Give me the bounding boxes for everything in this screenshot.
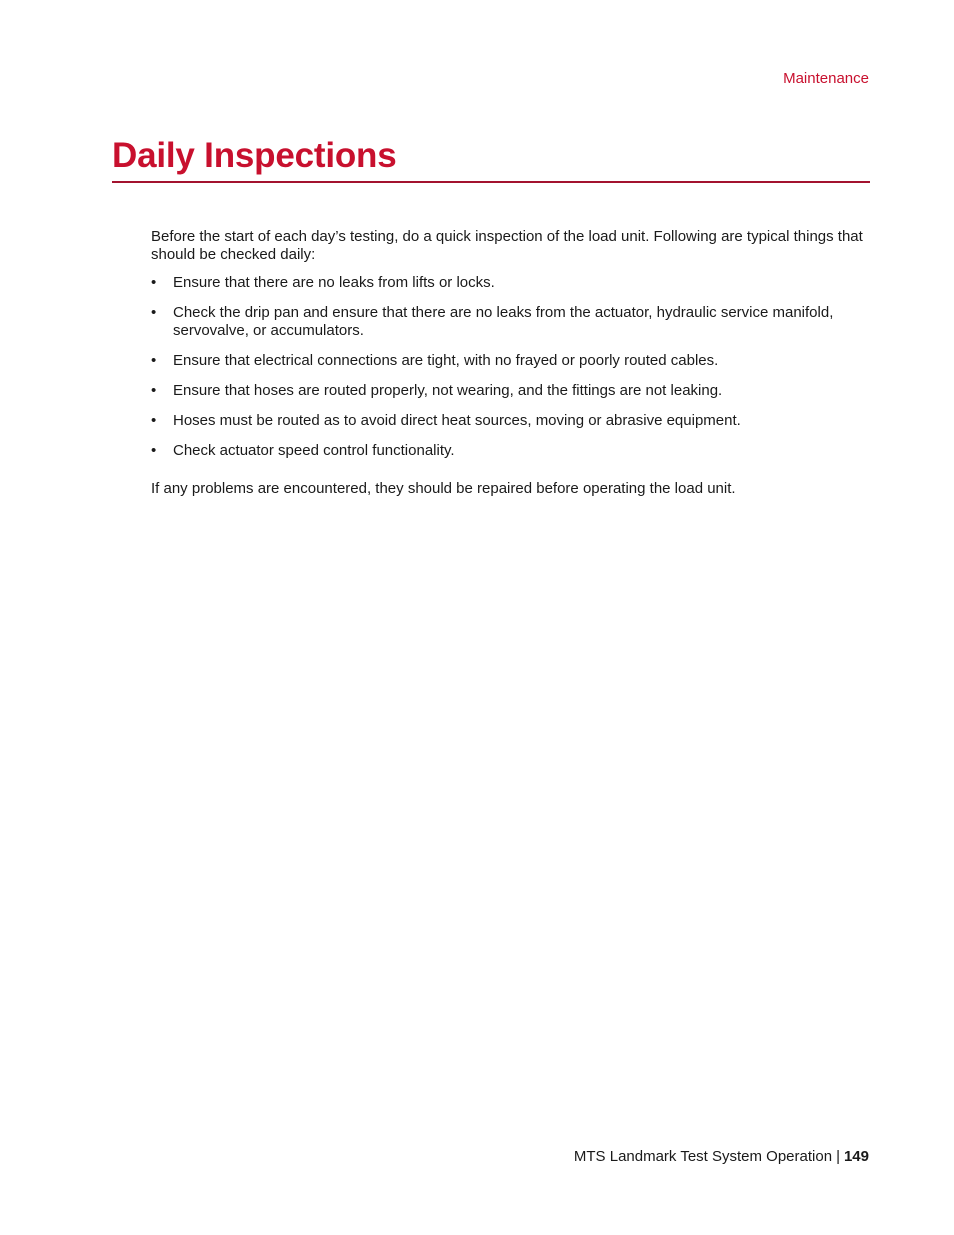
intro-paragraph: Before the start of each day’s testing, do a quick inspection of the load unit. Following are typical things that should be checked daily: — [151, 228, 863, 263]
footer-separator: | — [836, 1148, 840, 1165]
list-item-text: Check the drip pan and ensure that there are no leaks from the actuator, hydraulic service manifold, servovalve, or accumulators. — [173, 304, 834, 339]
body-content — [151, 228, 867, 498]
list-item — [151, 382, 867, 400]
list-item — [151, 352, 867, 370]
page-number: 149 — [843, 1148, 869, 1165]
page-footer — [574, 1148, 869, 1165]
footer-doc-title: MTS Landmark Test System Operation — [573, 1148, 833, 1165]
page-title: Daily Inspections — [112, 136, 397, 175]
list-item — [151, 274, 867, 292]
list-item-text: Check actuator speed control functionality. — [173, 442, 455, 459]
list-item — [151, 304, 867, 340]
title-rule — [112, 181, 870, 183]
list-item — [151, 412, 867, 430]
list-item-text: Ensure that there are no leaks from lifts or locks. — [173, 274, 495, 291]
bullet-icon: • — [151, 382, 157, 399]
list-item-text: Ensure that hoses are routed properly, not wearing, and the fittings are not leaking. — [173, 382, 723, 399]
outro-paragraph: If any problems are encountered, they should be repaired before operating the load unit. — [151, 480, 736, 497]
inspection-list — [151, 274, 867, 460]
bullet-icon: • — [151, 274, 157, 291]
bullet-icon: • — [151, 412, 157, 429]
bullet-icon: • — [151, 442, 157, 459]
list-item-text: Hoses must be routed as to avoid direct heat sources, moving or abrasive equipment. — [173, 412, 741, 429]
list-item — [151, 442, 867, 460]
bullet-icon: • — [151, 304, 157, 321]
running-header-section: Maintenance — [783, 70, 869, 87]
bullet-icon: • — [151, 352, 157, 369]
list-item-text: Ensure that electrical connections are tight, with no frayed or poorly routed cables. — [173, 352, 719, 369]
